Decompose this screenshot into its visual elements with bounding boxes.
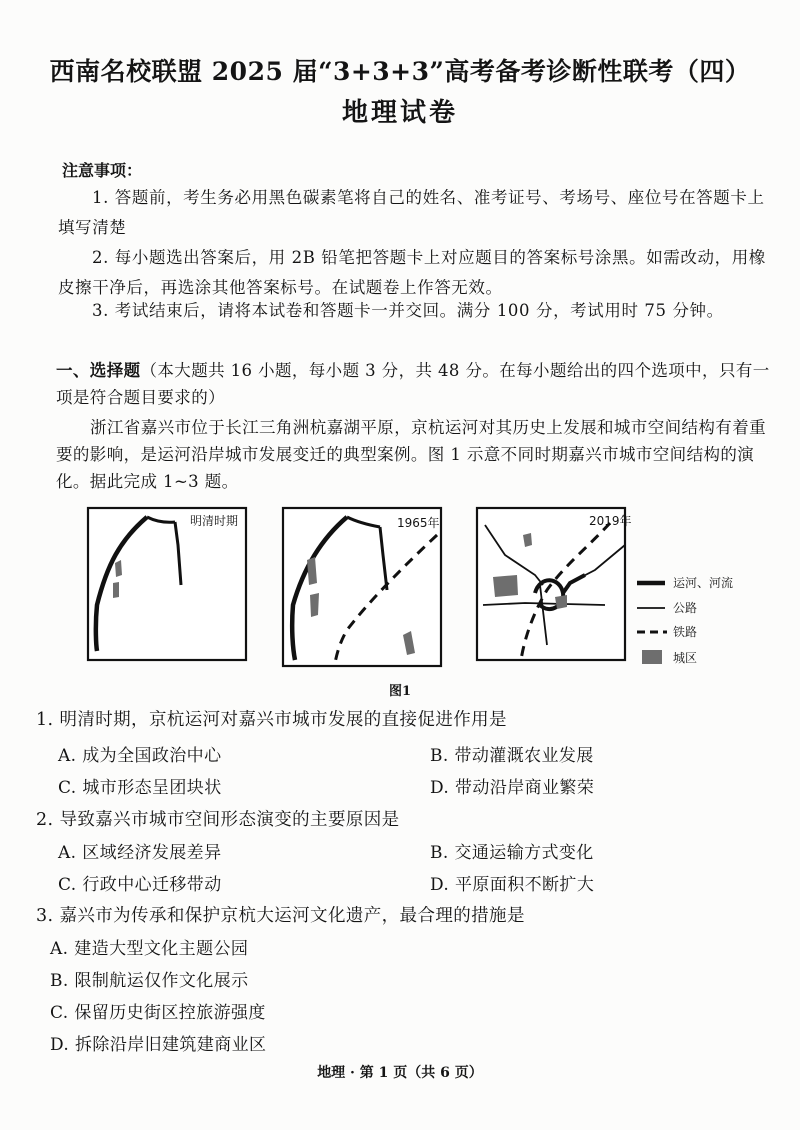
section-intro <box>56 357 778 411</box>
legend-urban: 城区 <box>673 651 698 665</box>
legend-river: 运河、河流 <box>673 576 734 590</box>
section-heading: 一、选择题 <box>56 361 141 380</box>
map-panel-1 <box>88 508 246 660</box>
notes-heading: 注意事项： <box>62 161 143 180</box>
note-item-2: 2. 每小题选出答案后，用 2B 铅笔把答题卡上对应题目的答案标号涂黑。如需改动，用橡皮擦干净后，再选涂其他答案标号。在试题卷上作答无效。 <box>58 248 766 297</box>
note-item-3: 3. 考试结束后，请将本试卷和答题卡一并交回。满分 100 分，考试用时 75 分钟。 <box>92 301 724 320</box>
legend-railway: 铁路 <box>673 625 698 639</box>
figure-maps <box>85 505 785 695</box>
section-description: （本大题共 16 小题，每小题 3 分，共 48 分。在每小题给出的四个选项中，只有一项是符合题目要求的） <box>56 361 770 407</box>
note-item-1: 1. 答题前，考生务必用黑色碳素笔将自己的姓名、准考证号、考场号、座位号在答题卡上填写清楚 <box>58 188 765 237</box>
q3-option-c[interactable]: C. 保留历史街区控旅游强度 <box>50 1003 266 1023</box>
reading-passage: 浙江省嘉兴市位于长江三角洲杭嘉湖平原，京杭运河对其历史上发展和城市空间结构有着重要的影响，是运河沿岸城市发展变迁的典型案例。图 1 示意不同时期嘉兴市城市空间结构的演化。据此完成 1~3 题。 <box>56 418 766 491</box>
q3-option-d[interactable]: D. 拆除沿岸旧建筑建商业区 <box>50 1035 267 1055</box>
q1-option-c[interactable]: C. 城市形态呈团块状 <box>58 778 222 798</box>
panel-label-2: 1965年 <box>397 516 440 530</box>
map-legend <box>637 575 733 665</box>
q3-option-a[interactable]: A. 建造大型文化主题公园 <box>50 939 249 959</box>
q1-option-a[interactable]: A. 成为全国政治中心 <box>58 746 222 766</box>
map-panel-2 <box>283 508 441 666</box>
q1-option-d[interactable]: D. 带动沿岸商业繁荣 <box>430 778 595 798</box>
page-footer: 地理 · 第 1 页（共 6 页） <box>317 1065 483 1081</box>
subject-title: 地理试卷 <box>341 98 458 128</box>
map-panel-3 <box>477 508 632 660</box>
exam-title: 西南名校联盟 2025 届“3+3+3”高考备考诊断性联考（四） <box>49 57 751 86</box>
figure-caption: 图1 <box>388 684 412 699</box>
legend-road: 公路 <box>673 601 698 615</box>
panel-label-1: 明清时期 <box>190 514 239 528</box>
question-1: 1. 明清时期，京杭运河对嘉兴市城市发展的直接促进作用是 <box>36 710 507 730</box>
panel-label-3: 2019年 <box>589 514 632 528</box>
q2-option-c[interactable]: C. 行政中心迁移带动 <box>58 875 222 895</box>
q2-option-d[interactable]: D. 平原面积不断扩大 <box>430 875 595 895</box>
q1-option-b[interactable]: B. 带动灌溉农业发展 <box>430 746 594 766</box>
question-3: 3. 嘉兴市为传承和保护京杭大运河文化遗产，最合理的措施是 <box>36 906 525 926</box>
question-2: 2. 导致嘉兴市城市空间形态演变的主要原因是 <box>36 810 400 830</box>
q3-option-b[interactable]: B. 限制航运仅作文化展示 <box>50 971 249 991</box>
q2-option-a[interactable]: A. 区域经济发展差异 <box>58 843 222 863</box>
q2-option-b[interactable]: B. 交通运输方式变化 <box>430 843 594 863</box>
